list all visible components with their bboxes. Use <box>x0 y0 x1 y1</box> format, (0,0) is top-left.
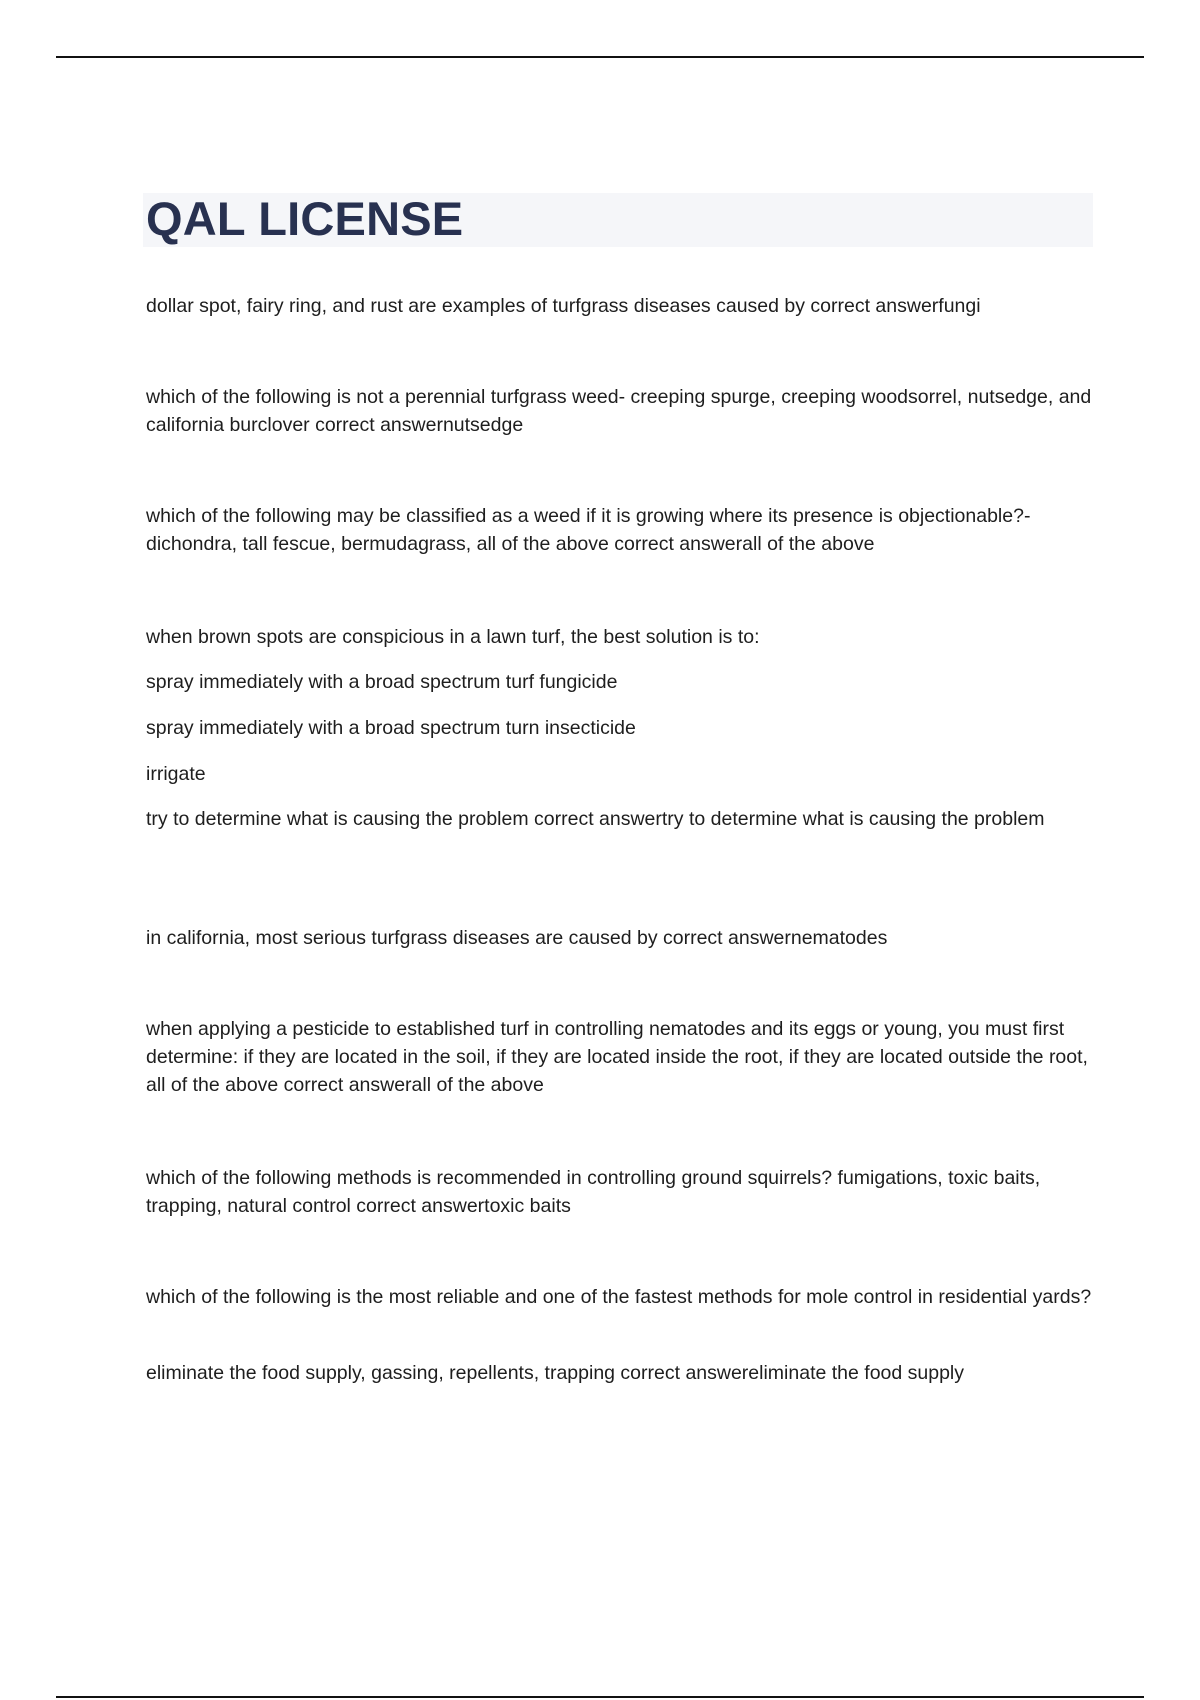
question-paragraph: dollar spot, fairy ring, and rust are examples of turfgrass diseases caused by correct answerfungi <box>146 295 981 317</box>
question-paragraph: which of the following may be classified as a weed if it is growing where its presence is objectionable?-dichondra, tall fescue, bermudagrass, all of the above correct answerall of the above <box>146 505 1031 555</box>
bottom-rule <box>56 1696 1144 1698</box>
question-paragraph: which of the following is not a perennial turfgrass weed- creeping spurge, creeping woodsorrel, nutsedge, and california burclover correct answernutsedge <box>146 386 1092 436</box>
question-paragraph: when applying a pesticide to established turf in controlling nematodes and its eggs or young, you must first determine: if they are located in the soil, if they are located inside the root, if they are located outside the root, all of the above correct answerall of the above <box>146 1018 1088 1096</box>
answer-option: spray immediately with a broad spectrum turn insecticide <box>146 717 636 739</box>
document-title: QAL LICENSE <box>146 192 464 245</box>
answer-option: eliminate the food supply, gassing, repellents, trapping correct answereliminate the food supply <box>146 1362 965 1384</box>
answer-option: try to determine what is causing the problem correct answertry to determine what is causing the problem <box>146 808 1045 830</box>
answer-option: irrigate <box>146 763 206 785</box>
top-rule <box>56 56 1144 58</box>
question-paragraph: in california, most serious turfgrass diseases are caused by correct answernematodes <box>146 927 888 949</box>
answer-option: spray immediately with a broad spectrum turf fungicide <box>146 671 618 693</box>
question-paragraph: which of the following is the most reliable and one of the fastest methods for mole control in residential yards? <box>146 1286 1092 1308</box>
question-paragraph: when brown spots are conspicious in a lawn turf, the best solution is to: <box>146 626 760 648</box>
question-paragraph: which of the following methods is recommended in controlling ground squirrels? fumigations, toxic baits, trapping, natural control correct answertoxic baits <box>146 1167 1041 1217</box>
